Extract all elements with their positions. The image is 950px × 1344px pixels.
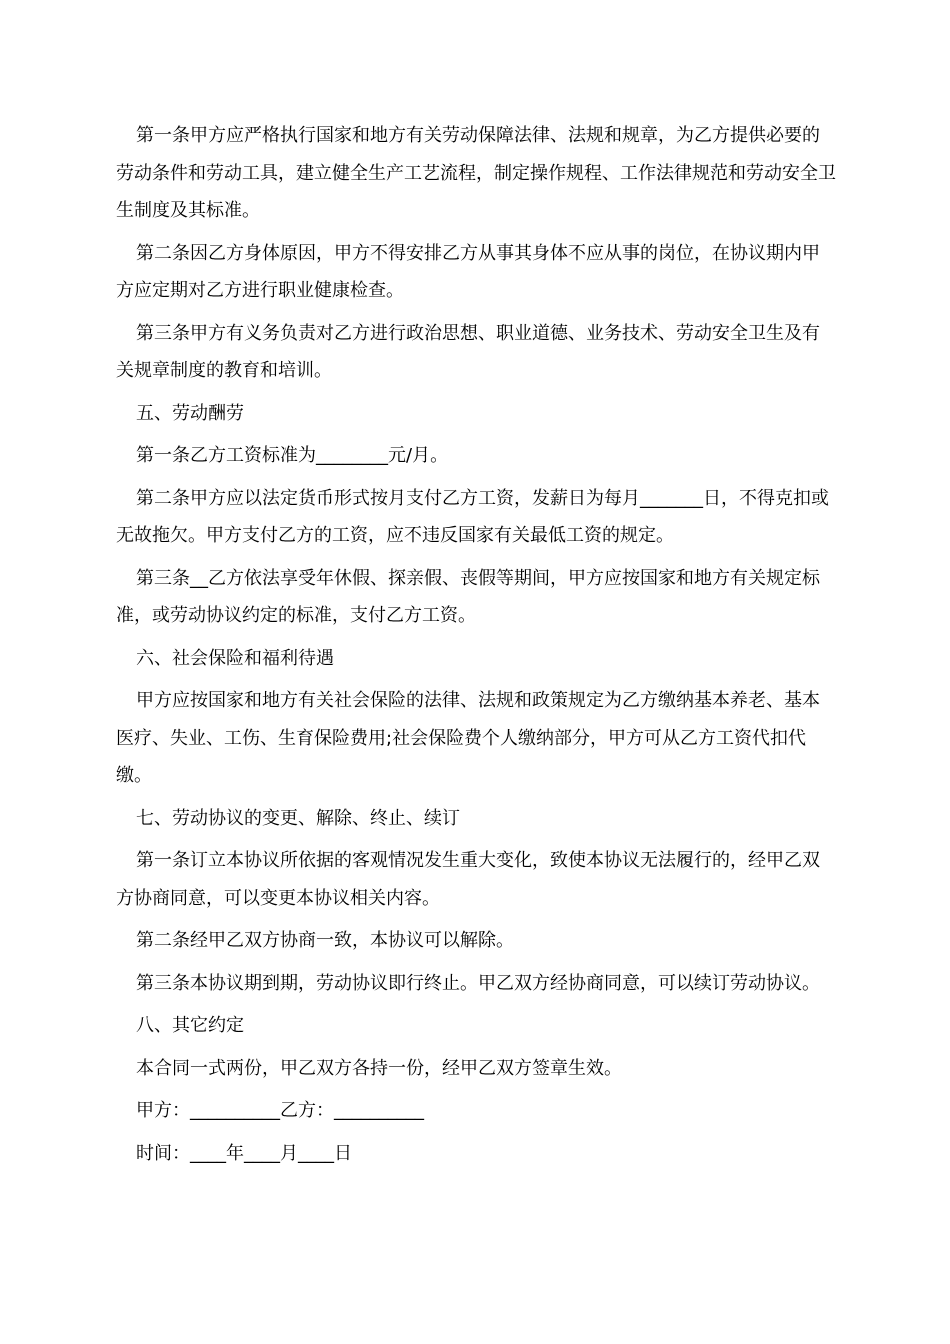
clause-employer-safety: 第一条甲方应严格执行国家和地方有关劳动保障法律、法规和规章，为乙方提供必要的劳动条件和劳动工具，建立健全生产工艺流程，制定操作规程、工作法律规范和劳动安全卫生制度及其标准。 — [116, 125, 836, 221]
date-line: 时间：____年____月____日 — [136, 1142, 352, 1164]
clause-leave-pay: 第三条__乙方依法享受年休假、探亲假、丧假等期间，甲方应按国家和地方有关规定标准，或劳动协议约定的标准，支付乙方工资。 — [116, 567, 820, 626]
section-heading-insurance: 六、社会保险和福利待遇 — [136, 647, 334, 669]
clause-contract-change: 第一条订立本协议所依据的客观情况发生重大变化，致使本协议无法履行的，经甲乙双方协商同意，可以变更本协议相关内容。 — [116, 850, 820, 909]
document-page — [116, 117, 836, 1177]
clause-health-check: 第二条因乙方身体原因，甲方不得安排乙方从事其身体不应从事的岗位，在协议期内甲方应定期对乙方进行职业健康检查。 — [116, 242, 820, 301]
section-heading-remuneration: 五、劳动酬劳 — [136, 402, 244, 424]
clause-contract-termination: 第二条经甲乙双方协商一致，本协议可以解除。 — [136, 930, 514, 951]
clause-contract-renewal: 第三条本协议期到期，劳动协议即行终止。甲乙双方经协商同意，可以续订劳动协议。 — [136, 972, 820, 994]
clause-social-insurance: 甲方应按国家和地方有关社会保险的法律、法规和政策规定为乙方缴纳基本养老、基本医疗、失业、工伤、生育保险费用;社会保险费个人缴纳部分，甲方可从乙方工资代扣代缴。 — [116, 690, 820, 786]
clause-payday: 第二条甲方应以法定货币形式按月支付乙方工资，发薪日为每月_______日，不得克扣或无故拖欠。甲方支付乙方的工资，应不违反国家有关最低工资的规定。 — [116, 487, 829, 546]
clause-wage-standard: 第一条乙方工资标准为________元/月。 — [136, 445, 449, 466]
section-heading-other: 八、其它约定 — [136, 1015, 244, 1036]
clause-copies: 本合同一式两份，甲乙双方各持一份，经甲乙双方签章生效。 — [136, 1057, 622, 1079]
clause-training: 第三条甲方有义务负责对乙方进行政治思想、职业道德、业务技术、劳动安全卫生及有关规章制度的教育和培训。 — [116, 322, 820, 381]
section-heading-contract-changes: 七、劳动协议的变更、解除、终止、续订 — [136, 807, 460, 829]
signature-line: 甲方：__________乙方：__________ — [136, 1100, 424, 1121]
